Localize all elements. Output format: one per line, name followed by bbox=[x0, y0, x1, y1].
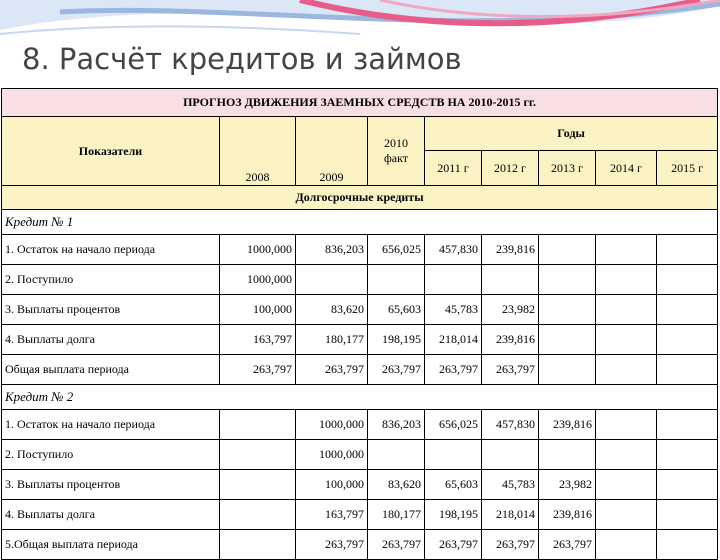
cell-2013 bbox=[539, 355, 596, 385]
cell-2009: 163,797 bbox=[296, 500, 368, 530]
cell-2008 bbox=[220, 410, 296, 440]
year-2015-header: 2015 г bbox=[657, 151, 718, 186]
cell-2008: 163,797 bbox=[220, 325, 296, 355]
cell-2010: 263,797 bbox=[368, 355, 425, 385]
cell-2014 bbox=[596, 235, 657, 265]
cell-2012: 23,982 bbox=[482, 295, 539, 325]
cell-2013 bbox=[539, 265, 596, 295]
cell-2013: 239,816 bbox=[539, 410, 596, 440]
year-2012-header: 2012 г bbox=[482, 151, 539, 186]
credit-1-title: Кредит № 1 bbox=[2, 210, 718, 235]
cell-2012: 263,797 bbox=[482, 530, 539, 560]
cell-2011: 218,014 bbox=[425, 325, 482, 355]
cell-2013 bbox=[539, 235, 596, 265]
cell-2014 bbox=[596, 355, 657, 385]
cell-2015 bbox=[657, 235, 718, 265]
row-label: 1. Остаток на начало периода bbox=[2, 410, 220, 440]
row-label: 2. Поступило bbox=[2, 265, 220, 295]
cell-2008 bbox=[220, 440, 296, 470]
cell-2015 bbox=[657, 470, 718, 500]
cell-2009: 1000,000 bbox=[296, 440, 368, 470]
cell-2008: 100,000 bbox=[220, 295, 296, 325]
cell-2014 bbox=[596, 530, 657, 560]
indicator-header: Показатели bbox=[2, 117, 220, 186]
cell-2008 bbox=[220, 500, 296, 530]
cell-2010: 83,620 bbox=[368, 470, 425, 500]
cell-2010: 65,603 bbox=[368, 295, 425, 325]
cell-2014 bbox=[596, 410, 657, 440]
cell-2012: 239,816 bbox=[482, 235, 539, 265]
cell-2012: 239,816 bbox=[482, 325, 539, 355]
cell-2009 bbox=[296, 265, 368, 295]
row-label: 3. Выплаты процентов bbox=[2, 295, 220, 325]
cell-2012: 45,783 bbox=[482, 470, 539, 500]
cell-2009: 1000,000 bbox=[296, 410, 368, 440]
year-2008-header: 2008 bbox=[220, 117, 296, 186]
cell-2013: 239,816 bbox=[539, 500, 596, 530]
cell-2015 bbox=[657, 295, 718, 325]
cell-2014 bbox=[596, 440, 657, 470]
table-title: ПРОГНОЗ ДВИЖЕНИЯ ЗАЕМНЫХ СРЕДСТВ НА 2010-2015 гг. bbox=[2, 89, 718, 117]
year-2009-header: 2009 bbox=[296, 117, 368, 186]
cell-2015 bbox=[657, 530, 718, 560]
cell-2015 bbox=[657, 325, 718, 355]
row-label: 1. Остаток на начало периода bbox=[2, 235, 220, 265]
cell-2013: 263,797 bbox=[539, 530, 596, 560]
row-label: 3. Выплаты процентов bbox=[2, 470, 220, 500]
cell-2009: 263,797 bbox=[296, 530, 368, 560]
cell-2015 bbox=[657, 355, 718, 385]
cell-2008: 1000,000 bbox=[220, 265, 296, 295]
row-label: 4. Выплаты долга bbox=[2, 500, 220, 530]
cell-2009: 83,620 bbox=[296, 295, 368, 325]
cell-2011: 65,603 bbox=[425, 470, 482, 500]
cell-2010: 198,195 bbox=[368, 325, 425, 355]
year-2014-header: 2014 г bbox=[596, 151, 657, 186]
year-2011-header: 2011 г bbox=[425, 151, 482, 186]
cell-2012 bbox=[482, 440, 539, 470]
cell-2013 bbox=[539, 295, 596, 325]
cell-2015 bbox=[657, 265, 718, 295]
cell-2013 bbox=[539, 325, 596, 355]
cell-2013 bbox=[539, 440, 596, 470]
cell-2012: 457,830 bbox=[482, 410, 539, 440]
cell-2015 bbox=[657, 440, 718, 470]
cell-2015 bbox=[657, 500, 718, 530]
cell-2014 bbox=[596, 500, 657, 530]
cell-2010 bbox=[368, 265, 425, 295]
cell-2011: 263,797 bbox=[425, 355, 482, 385]
cell-2009: 836,203 bbox=[296, 235, 368, 265]
cell-2011: 45,783 bbox=[425, 295, 482, 325]
cell-2010: 263,797 bbox=[368, 530, 425, 560]
cell-2008: 263,797 bbox=[220, 355, 296, 385]
row-label: 2. Поступило bbox=[2, 440, 220, 470]
cell-2011: 457,830 bbox=[425, 235, 482, 265]
cell-2010: 180,177 bbox=[368, 500, 425, 530]
row-label: Общая выплата периода bbox=[2, 355, 220, 385]
cell-2012: 218,014 bbox=[482, 500, 539, 530]
cell-2011 bbox=[425, 265, 482, 295]
cell-2014 bbox=[596, 265, 657, 295]
cell-2014 bbox=[596, 470, 657, 500]
cell-2009: 180,177 bbox=[296, 325, 368, 355]
cell-2012: 263,797 bbox=[482, 355, 539, 385]
loan-forecast-table bbox=[1, 88, 718, 560]
cell-2008: 1000,000 bbox=[220, 235, 296, 265]
cell-2010 bbox=[368, 440, 425, 470]
cell-2013: 23,982 bbox=[539, 470, 596, 500]
row-label: 4. Выплаты долга bbox=[2, 325, 220, 355]
cell-2015 bbox=[657, 410, 718, 440]
cell-2014 bbox=[596, 325, 657, 355]
cell-2014 bbox=[596, 295, 657, 325]
cell-2011: 656,025 bbox=[425, 410, 482, 440]
slide-title: 8. Расчёт кредитов и займов bbox=[22, 42, 462, 76]
year-2013-header: 2013 г bbox=[539, 151, 596, 186]
cell-2009: 263,797 bbox=[296, 355, 368, 385]
cell-2012 bbox=[482, 265, 539, 295]
row-label: 5.Общая выплата периода bbox=[2, 530, 220, 560]
cell-2008 bbox=[220, 470, 296, 500]
cell-2008 bbox=[220, 530, 296, 560]
year-2010-header: 2010 факт bbox=[368, 117, 425, 186]
cell-2010: 656,025 bbox=[368, 235, 425, 265]
cell-2009: 100,000 bbox=[296, 470, 368, 500]
section-longterm: Долгосрочные кредиты bbox=[2, 186, 718, 210]
credit-2-title: Кредит № 2 bbox=[2, 385, 718, 410]
cell-2010: 836,203 bbox=[368, 410, 425, 440]
cell-2011: 198,195 bbox=[425, 500, 482, 530]
cell-2011 bbox=[425, 440, 482, 470]
cell-2011: 263,797 bbox=[425, 530, 482, 560]
years-header: Годы bbox=[425, 117, 718, 151]
